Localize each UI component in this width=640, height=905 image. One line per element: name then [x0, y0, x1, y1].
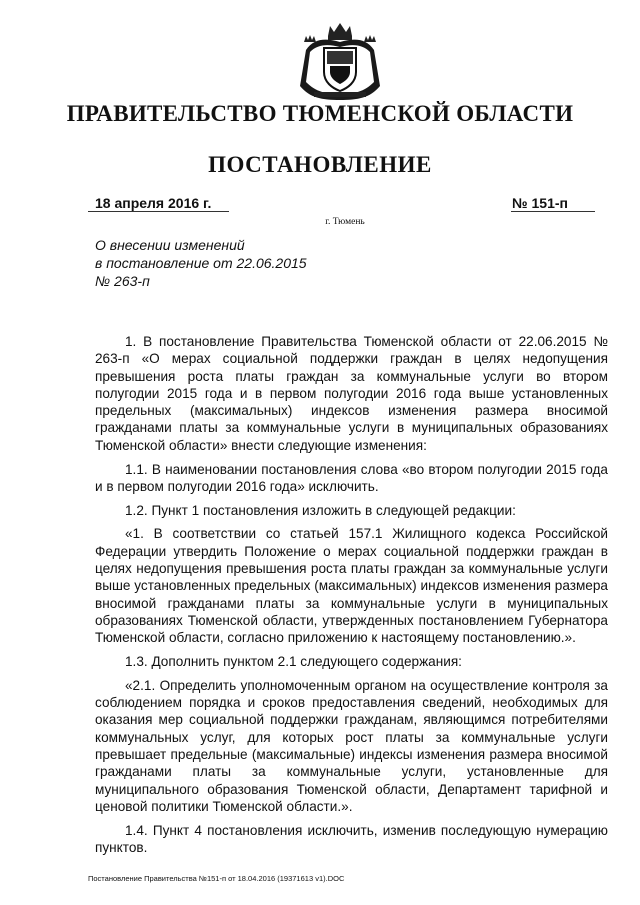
- subject-line: № 263-п: [95, 273, 150, 289]
- paragraph-1-1: 1.1. В наименовании постановления слова «во втором полугодии 2015 года и в первом полугодии 2016 года» исключить.: [95, 461, 608, 494]
- paragraph-1-4: 1.4. Пункт 4 постановления исключить, изменив последующую нумерацию пунктов.: [95, 822, 608, 856]
- document-number: № 151-п: [512, 195, 568, 211]
- number-underline: [511, 211, 595, 212]
- paragraph-1-2-quote: «1. В соответствии со статьей 157.1 Жилищного кодекса Российской Федерации утвердить Положение о мерах социальной поддержки граждан в целях недопущения превышения роста платы граждан за коммунальные услуги выше установленных предельных (максимальных) индексов изменения размера вносимой гражданами платы за коммунальные услуги в муниципальных образованиях Тюменской области, утвержденных постановлением Губернатора Тюменской области, согласно приложению к настоящему постановлению.».: [95, 526, 608, 646]
- document-subject: [95, 236, 307, 290]
- city-label: г. Тюмень: [325, 217, 365, 227]
- subject-line: в постановление от 22.06.2015: [95, 255, 307, 271]
- government-title: ПРАВИТЕЛЬСТВО ТЮМЕНСКОЙ ОБЛАСТИ: [66, 101, 574, 126]
- document-body: [95, 333, 608, 863]
- subject-line: О внесении изменений: [95, 237, 245, 253]
- paragraph-1-3-quote: «2.1. Определить уполномоченным органом на осуществление контроля за соблюдением порядка и сроков предоставления сведений, необходимых для оказания мер социальной поддержки гражданам, являющимся потребителями коммунальных услуг, для которых рост платы за коммунальные услуги превышает предельные (максимальные) индексы изменения размера вносимой гражданами платы за коммунальные услуги, установленные для муниципального образования Тюменской области, Департамент тарифной и ценовой политики Тюменской области.».: [95, 677, 608, 814]
- paragraph-1-3: 1.3. Дополнить пунктом 2.1 следующего содержания:: [125, 654, 462, 670]
- file-reference-footer: Постановление Правительства №151-п от 18.04.2016 (19371613 v1).DOC: [88, 874, 345, 883]
- document-date: 18 апреля 2016 г.: [95, 195, 212, 211]
- document-type-title: ПОСТАНОВЛЕНИЕ: [208, 152, 432, 177]
- date-underline: [88, 211, 229, 212]
- coat-of-arms-icon: [296, 20, 384, 102]
- paragraph-1: 1. В постановление Правительства Тюменской области от 22.06.2015 № 263-п «О мерах социальной поддержки граждан в целях недопущения превышения роста платы граждан за коммунальные услуги во втором полугодии 2015 года и в первом полугодии 2016 года выше установленных предельных (максимальных) индексов изменения размера вносимой гражданами платы за коммунальные услуги в муниципальных образованиях Тюменской области» внести следующие изменения:: [95, 334, 608, 453]
- paragraph-1-2: 1.2. Пункт 1 постановления изложить в следующей редакции:: [125, 502, 516, 518]
